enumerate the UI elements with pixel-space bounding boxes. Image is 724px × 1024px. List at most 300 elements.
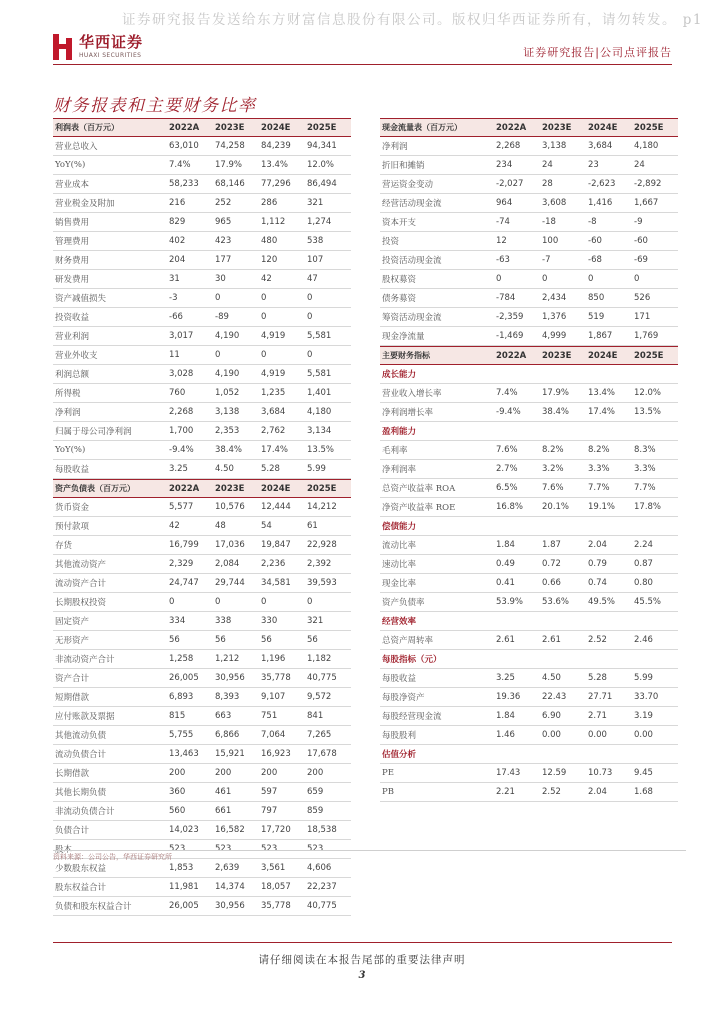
cell-value: -74 xyxy=(496,217,510,227)
cell-value: 6.90 xyxy=(542,711,561,721)
cell-value: 16,923 xyxy=(261,749,291,759)
cell-value: 5,755 xyxy=(169,730,194,740)
row-label: YoY(%) xyxy=(55,445,86,455)
cell-value: 4,606 xyxy=(307,863,332,873)
cell-value: 42 xyxy=(261,274,272,284)
table-row xyxy=(53,251,351,270)
table-row xyxy=(380,707,678,726)
cell-value: 200 xyxy=(215,768,232,778)
row-label: 盈利能力 xyxy=(382,427,417,437)
cell-value: 0.79 xyxy=(588,559,607,569)
cell-value: 12,444 xyxy=(261,502,291,512)
table-header-row xyxy=(380,118,678,137)
cell-value: 423 xyxy=(215,236,232,246)
cell-value: -60 xyxy=(634,236,648,246)
cell-value: 56 xyxy=(215,635,226,645)
cell-value: 17,678 xyxy=(307,749,337,759)
cell-value: 859 xyxy=(307,806,324,816)
cell-value: 3,028 xyxy=(169,369,194,379)
cell-value: 14,374 xyxy=(215,882,245,892)
cell-value: 56 xyxy=(307,635,318,645)
cell-value: 2,236 xyxy=(261,559,286,569)
cell-value: 10,576 xyxy=(215,502,245,512)
cell-value: 200 xyxy=(261,768,278,778)
cell-value: -2,027 xyxy=(496,179,524,189)
cell-value: 0 xyxy=(261,597,267,607)
row-label: 速动比率 xyxy=(382,560,417,570)
cell-value: 20.1% xyxy=(542,502,570,512)
table-row xyxy=(380,289,678,308)
cell-value: 54 xyxy=(261,521,272,531)
table-row xyxy=(380,156,678,175)
cell-value: 24,747 xyxy=(169,578,199,588)
cell-value: 2,392 xyxy=(307,559,332,569)
cell-value: 28 xyxy=(542,179,553,189)
cell-value: 14,212 xyxy=(307,502,337,512)
cell-value: 0 xyxy=(307,312,313,322)
cell-value: 330 xyxy=(261,616,278,626)
cell-value: 16.8% xyxy=(496,502,524,512)
cell-value: 1,182 xyxy=(307,654,332,664)
table-row xyxy=(53,574,351,593)
table-row xyxy=(53,194,351,213)
row-label: 净利润率 xyxy=(382,465,417,475)
cell-value: 16,799 xyxy=(169,540,199,550)
cell-value: 0.74 xyxy=(588,578,607,588)
cell-value: -3 xyxy=(169,293,178,303)
cell-value: 3,138 xyxy=(542,141,567,151)
table-row xyxy=(53,384,351,403)
cell-value: 4,180 xyxy=(634,141,659,151)
row-label: 净利润 xyxy=(382,142,408,152)
cell-value: 7.4% xyxy=(169,160,191,170)
row-label: 归属于母公司净利润 xyxy=(55,427,132,437)
cell-value: -8 xyxy=(588,217,597,227)
row-label: 每股指标（元） xyxy=(382,655,442,665)
table-row xyxy=(380,688,678,707)
cell-value: 0 xyxy=(634,274,640,284)
row-label: 经营效率 xyxy=(382,617,417,627)
cell-value: 815 xyxy=(169,711,186,721)
row-label: 净利润增长率 xyxy=(382,408,434,418)
cell-value: 597 xyxy=(261,787,278,797)
cell-value: 3.25 xyxy=(169,464,188,474)
cell-value: 49.5% xyxy=(588,597,616,607)
cell-value: 47 xyxy=(307,274,318,284)
table-row xyxy=(380,194,678,213)
cell-value: 13.4% xyxy=(261,160,289,170)
cell-value: 40,775 xyxy=(307,673,337,683)
row-label: PB xyxy=(382,787,394,797)
cell-value: 8.2% xyxy=(588,445,610,455)
table-row xyxy=(380,232,678,251)
cell-value: 3,017 xyxy=(169,331,194,341)
cell-value: 17.43 xyxy=(496,768,521,778)
table-row xyxy=(53,308,351,327)
cell-value: 0 xyxy=(215,293,221,303)
cell-value: 3.3% xyxy=(588,464,610,474)
row-label: 其他长期负债 xyxy=(55,788,107,798)
cell-value: 53.6% xyxy=(542,597,570,607)
row-label: 每股收益 xyxy=(55,465,90,475)
cell-value: 24 xyxy=(634,160,645,170)
cell-value: 2.52 xyxy=(588,635,607,645)
cell-value: -60 xyxy=(588,236,602,246)
table-row xyxy=(53,365,351,384)
cell-value: 3,138 xyxy=(215,407,240,417)
cell-value: 3.3% xyxy=(634,464,656,474)
table-row xyxy=(380,783,678,802)
row-label: 净利润 xyxy=(55,408,81,418)
logo-en-text: HUAXI SECURITIES xyxy=(79,52,142,59)
table-row xyxy=(53,764,351,783)
row-label: 长期股权投资 xyxy=(55,598,107,608)
cell-value: 27.71 xyxy=(588,692,613,702)
cell-value: 12.0% xyxy=(634,388,662,398)
cell-value: 2.24 xyxy=(634,540,653,550)
row-label: 现金流量表（百万元） xyxy=(382,123,462,132)
cell-value: 38.4% xyxy=(542,407,570,417)
table-row xyxy=(380,384,678,403)
row-label: 总资产收益率 ROA xyxy=(382,484,456,494)
cell-value: 5.99 xyxy=(634,673,653,683)
cell-value: 22.43 xyxy=(542,692,567,702)
cell-value: 2,353 xyxy=(215,426,240,436)
cell-value: 24 xyxy=(542,160,553,170)
cell-value: -63 xyxy=(496,255,510,265)
table-row xyxy=(380,555,678,574)
cell-value: 216 xyxy=(169,198,186,208)
row-label: 营业成本 xyxy=(55,180,90,190)
table-row xyxy=(53,175,351,194)
cell-value: 523 xyxy=(215,844,232,854)
report-type: 证券研究报告|公司点评报告 xyxy=(523,46,672,59)
cell-value: 523 xyxy=(307,844,324,854)
cell-value: 829 xyxy=(169,217,186,227)
cell-value: 100 xyxy=(542,236,559,246)
row-label: 折旧和摊销 xyxy=(382,161,425,171)
cell-value: 0 xyxy=(307,293,313,303)
cell-value: 661 xyxy=(215,806,232,816)
row-label: 流动负债合计 xyxy=(55,750,107,760)
cell-value: 120 xyxy=(261,255,278,265)
row-label: 主要财务指标 xyxy=(382,351,430,360)
row-label: 营业总收入 xyxy=(55,142,98,152)
cell-value: -1,469 xyxy=(496,331,524,341)
cell-value: 2,762 xyxy=(261,426,286,436)
cell-value: 0 xyxy=(169,597,175,607)
cell-value: 1,416 xyxy=(588,198,613,208)
cell-value: 2024E xyxy=(261,483,291,494)
row-label: 管理费用 xyxy=(55,237,90,247)
cell-value: 2.04 xyxy=(588,540,607,550)
cell-value: 2,084 xyxy=(215,559,240,569)
table-row xyxy=(53,612,351,631)
cell-value: 10.73 xyxy=(588,768,613,778)
row-label: 营运资金变动 xyxy=(382,180,434,190)
cell-value: 30 xyxy=(215,274,226,284)
cell-value: 2,329 xyxy=(169,559,194,569)
cell-value: 1,867 xyxy=(588,331,613,341)
cell-value: 1,274 xyxy=(307,217,332,227)
row-label: 成长能力 xyxy=(382,370,417,380)
table-section-row xyxy=(380,517,678,536)
cell-value: 8,393 xyxy=(215,692,240,702)
cell-value: 8.2% xyxy=(542,445,564,455)
cell-value: 2025E xyxy=(634,350,664,361)
row-label: 资产减值损失 xyxy=(55,294,107,304)
cell-value: 31 xyxy=(169,274,180,284)
cell-value: 0.72 xyxy=(542,559,561,569)
row-label: 利润表（百万元） xyxy=(55,123,119,132)
cell-value: 77,296 xyxy=(261,179,291,189)
cell-value: 1.84 xyxy=(496,540,515,550)
cell-value: 3.25 xyxy=(496,673,515,683)
cell-value: 3,684 xyxy=(588,141,613,151)
table-row xyxy=(53,631,351,650)
row-label: 负债合计 xyxy=(55,826,90,836)
cell-value: 6,866 xyxy=(215,730,240,740)
cell-value: 4,180 xyxy=(307,407,332,417)
cell-value: 526 xyxy=(634,293,651,303)
company-logo xyxy=(53,34,143,60)
cell-value: 2.52 xyxy=(542,787,561,797)
cell-value: 200 xyxy=(307,768,324,778)
cell-value: 0.41 xyxy=(496,578,515,588)
cell-value: 17,720 xyxy=(261,825,291,835)
row-label: 资本开支 xyxy=(382,218,417,228)
cell-value: 2.04 xyxy=(588,787,607,797)
cell-value: 964 xyxy=(496,198,513,208)
row-label: 财务费用 xyxy=(55,256,90,266)
cell-value: 0.80 xyxy=(634,578,653,588)
right-financial-table xyxy=(380,118,678,802)
cell-value: 560 xyxy=(169,806,186,816)
cell-value: 171 xyxy=(634,312,651,322)
cell-value: 5,581 xyxy=(307,369,332,379)
table-row xyxy=(380,479,678,498)
cell-value: 2.61 xyxy=(542,635,561,645)
cell-value: 13,463 xyxy=(169,749,199,759)
table-row xyxy=(380,574,678,593)
cell-value: 2022A xyxy=(169,122,200,133)
table-row xyxy=(380,593,678,612)
row-label: 每股净资产 xyxy=(382,693,425,703)
row-label: 股东权益合计 xyxy=(55,883,107,893)
row-label: 营业收入增长率 xyxy=(382,389,442,399)
cell-value: 3,561 xyxy=(261,863,286,873)
row-label: 所得税 xyxy=(55,389,81,399)
table-row xyxy=(380,251,678,270)
cell-value: 2024E xyxy=(261,122,291,133)
cell-value: 5.99 xyxy=(307,464,326,474)
cell-value: 7.6% xyxy=(542,483,564,493)
cell-value: 22,237 xyxy=(307,882,337,892)
table-row xyxy=(380,308,678,327)
table-row xyxy=(53,213,351,232)
row-label: 资产负债率 xyxy=(382,598,425,608)
cell-value: 11 xyxy=(169,350,180,360)
table-row xyxy=(380,327,678,346)
cell-value: 1,052 xyxy=(215,388,240,398)
cell-value: 58,233 xyxy=(169,179,199,189)
cell-value: 3,608 xyxy=(542,198,567,208)
cell-value: 1,700 xyxy=(169,426,194,436)
cell-value: 84,239 xyxy=(261,141,291,151)
table-section-row xyxy=(380,650,678,669)
cell-value: 1,853 xyxy=(169,863,194,873)
cell-value: -9 xyxy=(634,217,643,227)
cell-value: 2022A xyxy=(169,483,200,494)
cell-value: -18 xyxy=(542,217,556,227)
cell-value: 234 xyxy=(496,160,513,170)
row-label: 长期借款 xyxy=(55,769,90,779)
cell-value: 48 xyxy=(215,521,226,531)
cell-value: 0.66 xyxy=(542,578,561,588)
row-label: 研发费用 xyxy=(55,275,90,285)
cell-value: 17.8% xyxy=(634,502,662,512)
cell-value: 6,893 xyxy=(169,692,194,702)
cell-value: 286 xyxy=(261,198,278,208)
row-label: 预付款项 xyxy=(55,522,90,532)
row-label: 非流动资产合计 xyxy=(55,655,115,665)
cell-value: 663 xyxy=(215,711,232,721)
cell-value: 523 xyxy=(169,844,186,854)
cell-value: 0 xyxy=(261,350,267,360)
cell-value: 965 xyxy=(215,217,232,227)
cell-value: 17.9% xyxy=(215,160,243,170)
cell-value: 2022A xyxy=(496,122,527,133)
cell-value: -9.4% xyxy=(496,407,521,417)
cell-value: 1,401 xyxy=(307,388,332,398)
table-row xyxy=(53,289,351,308)
cell-value: 7.4% xyxy=(496,388,518,398)
table-row xyxy=(53,441,351,460)
row-label: 债务募资 xyxy=(382,294,417,304)
footer-divider xyxy=(53,942,672,943)
cell-value: 0 xyxy=(215,597,221,607)
cell-value: 2023E xyxy=(542,122,572,133)
cell-value: 3,134 xyxy=(307,426,332,436)
table-row xyxy=(53,498,351,517)
cell-value: -7 xyxy=(542,255,551,265)
cell-value: 0 xyxy=(542,274,548,284)
cell-value: 17.4% xyxy=(588,407,616,417)
row-label: 负债和股东权益合计 xyxy=(55,902,132,912)
cell-value: -66 xyxy=(169,312,183,322)
cell-value: 17,036 xyxy=(215,540,245,550)
cell-value: -2,359 xyxy=(496,312,524,322)
table-row xyxy=(380,726,678,745)
cell-value: 18,538 xyxy=(307,825,337,835)
cell-value: 2.21 xyxy=(496,787,515,797)
cell-value: 63,010 xyxy=(169,141,199,151)
cell-value: 2,639 xyxy=(215,863,240,873)
cell-value: 4.50 xyxy=(215,464,234,474)
cell-value: 26,005 xyxy=(169,673,199,683)
row-label: 现金比率 xyxy=(382,579,417,589)
cell-value: 1,258 xyxy=(169,654,194,664)
row-label: 每股收益 xyxy=(382,674,417,684)
cell-value: 1.84 xyxy=(496,711,515,721)
table-row xyxy=(53,156,351,175)
cell-value: 2024E xyxy=(588,350,618,361)
row-label: 资产合计 xyxy=(55,674,90,684)
cell-value: 5.28 xyxy=(588,673,607,683)
table-row xyxy=(53,745,351,764)
table-row xyxy=(53,783,351,802)
row-label: 营业外收支 xyxy=(55,351,98,361)
cell-value: -9.4% xyxy=(169,445,194,455)
table-row xyxy=(53,593,351,612)
cell-value: 18,057 xyxy=(261,882,291,892)
row-label: 偿债能力 xyxy=(382,522,417,532)
page-number: 3 xyxy=(358,970,366,981)
table-header-row xyxy=(380,346,678,365)
cell-value: 177 xyxy=(215,255,232,265)
cell-value: 538 xyxy=(307,236,324,246)
cell-value: 42 xyxy=(169,521,180,531)
cell-value: 2025E xyxy=(307,122,337,133)
cell-value: 1,667 xyxy=(634,198,659,208)
cell-value: 35,778 xyxy=(261,901,291,911)
left-financial-table xyxy=(53,118,351,916)
cell-value: 19,847 xyxy=(261,540,291,550)
cell-value: 523 xyxy=(261,844,278,854)
cell-value: 2023E xyxy=(542,350,572,361)
cell-value: 74,258 xyxy=(215,141,245,151)
row-label: 存货 xyxy=(55,541,73,551)
row-label: 其他流动负债 xyxy=(55,731,107,741)
row-label: 固定资产 xyxy=(55,617,90,627)
row-label: 货币资金 xyxy=(55,503,90,513)
table-row xyxy=(53,270,351,289)
source-note: 资料来源：公司公告，华西证券研究所 xyxy=(53,853,172,861)
cell-value: 519 xyxy=(588,312,605,322)
cell-value: 107 xyxy=(307,255,324,265)
cell-value: 9.45 xyxy=(634,768,653,778)
row-label: YoY(%) xyxy=(55,160,86,170)
cell-value: 402 xyxy=(169,236,186,246)
cell-value: 33.70 xyxy=(634,692,659,702)
row-label: 流动资产合计 xyxy=(55,579,107,589)
row-label: 经营活动现金流 xyxy=(382,199,442,209)
table-section-row xyxy=(380,365,678,384)
cell-value: 14,023 xyxy=(169,825,199,835)
table-row xyxy=(380,403,678,422)
cell-value: 204 xyxy=(169,255,186,265)
cell-value: -784 xyxy=(496,293,516,303)
table-row xyxy=(53,726,351,745)
cell-value: 2024E xyxy=(588,122,618,133)
cell-value: 0.00 xyxy=(542,730,561,740)
cell-value: 17.4% xyxy=(261,445,289,455)
table-row xyxy=(53,821,351,840)
cell-value: 2.61 xyxy=(496,635,515,645)
table-header-row xyxy=(53,118,351,137)
table-row xyxy=(53,137,351,156)
cell-value: 2,434 xyxy=(542,293,567,303)
table-row xyxy=(53,346,351,365)
row-label: 流动比率 xyxy=(382,541,417,551)
cell-value: 19.1% xyxy=(588,502,616,512)
logo-cn-text: 华西证券 xyxy=(79,33,144,51)
row-label: 现金净流量 xyxy=(382,332,425,342)
legal-notice: 请仔细阅读在本报告尾部的重要法律声明 xyxy=(258,954,466,966)
table-row xyxy=(380,270,678,289)
section-title: 财务报表和主要财务比率 xyxy=(53,96,257,116)
row-label: 应付账款及票据 xyxy=(55,712,115,722)
